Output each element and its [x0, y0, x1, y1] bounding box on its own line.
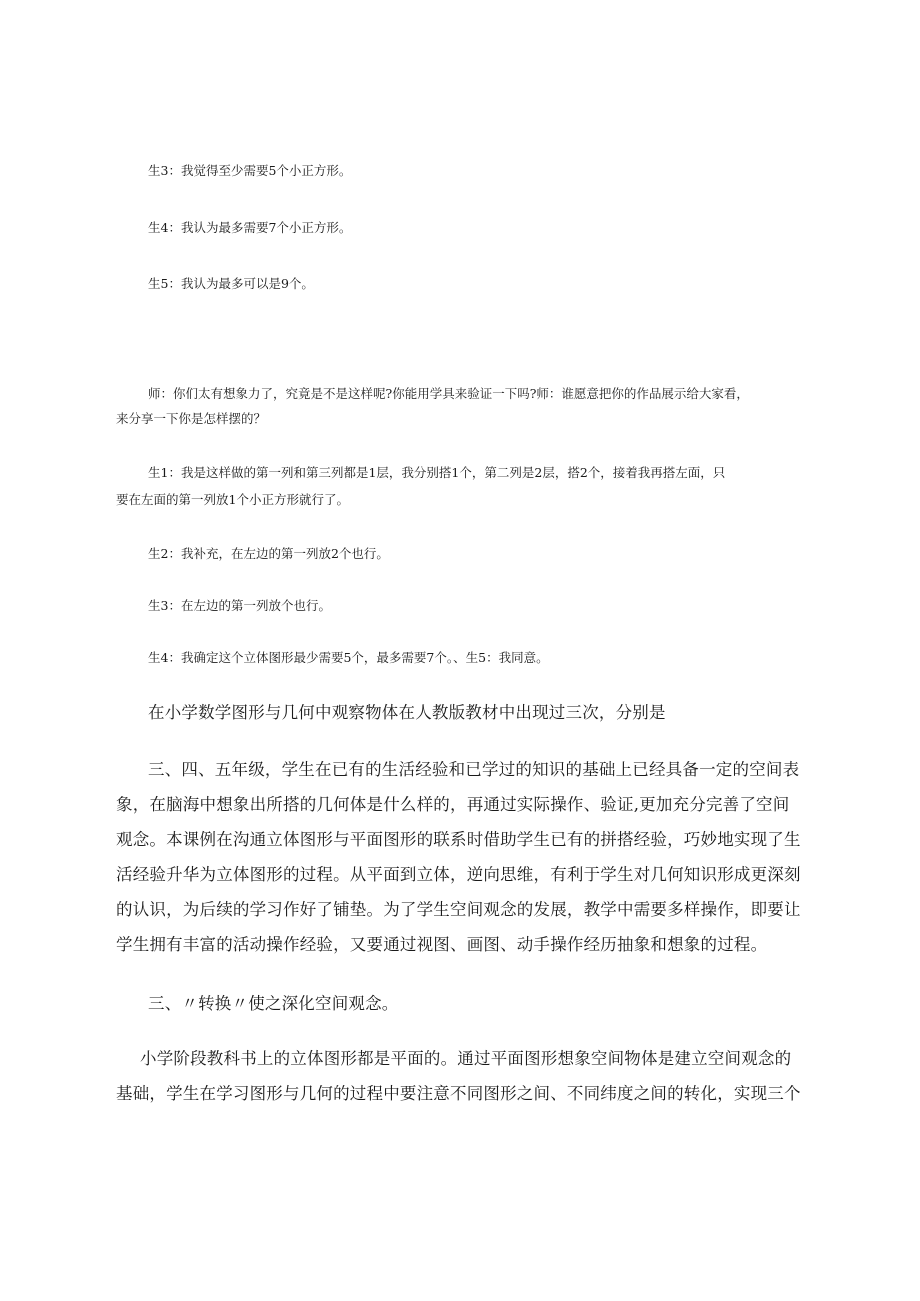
teacher-line: 师：你们太有想象力了，究竟是不是这样呢?你能用学具来验证一下吗?师：谁愿意把你的作品展示给大家看， [148, 386, 749, 401]
teacher-line: 来分享一下你是怎样摆的？ [116, 411, 267, 426]
dialogue-line: 生3：在左边的第一列放个也行。 [148, 598, 331, 613]
dialogue-line: 生3：我觉得至少需要5个小正方形。 [148, 163, 352, 178]
paragraph-line: 的认识，为后续的学习作好了铺垫。为了学生空间观念的发展，教学中需要多样操作，即要让 [116, 900, 801, 919]
paragraph-line: 活经验升华为立体图形的过程。从平面到立体，逆向思维，有利于学生对几何知识形成更深刻 [116, 865, 801, 884]
dialogue-line: 生4：我认为最多需要7个小正方形。 [148, 220, 352, 235]
paragraph-line: 学生拥有丰富的活动操作经验，又要通过视图、画图、动手操作经历抽象和想象的过程。 [116, 935, 768, 954]
paragraph-line: 小学阶段教科书上的立体图形都是平面的。通过平面图形想象空间物体是建立空间观念的 [140, 1049, 792, 1068]
dialogue-line: 生2：我补充，在左边的第一列放2个也行。 [148, 546, 389, 561]
paragraph-line: 三、四、五年级，学生在已有的生活经验和已学过的知识的基础上已经具备一定的空间表 [148, 760, 800, 779]
paragraph-line: 观念。本课例在沟通立体图形与平面图形的联系时借助学生已有的拼搭经验，巧妙地实现了生 [116, 830, 801, 849]
paragraph-line: 象，在脑海中想象出所搭的几何体是什么样的，再通过实际操作、验证,更加充分完善了空间 [116, 795, 790, 814]
dialogue-line: 生4：我确定这个立体图形最少需要5个，最多需要7个。、生5：我同意。 [148, 650, 549, 665]
section-heading: 三、〃转换〃使之深化空间观念。 [148, 994, 399, 1013]
dialogue-line: 生1：我是这样做的第一列和第三列都是1层，我分别搭1个，第二列是2层，搭2个，接着我再搭左面，只 [148, 465, 726, 480]
paragraph-line: 基础，学生在学习图形与几何的过程中要注意不同图形之间、不同纬度之间的转化，实现三个 [116, 1084, 801, 1103]
dialogue-line: 要在左面的第一列放1个小正方形就行了。 [116, 492, 349, 507]
dialogue-line: 生5：我认为最多可以是9个。 [148, 276, 314, 291]
paragraph-line: 在小学数学图形与几何中观察物体在人教版教材中出现过三次，分别是 [148, 703, 666, 722]
